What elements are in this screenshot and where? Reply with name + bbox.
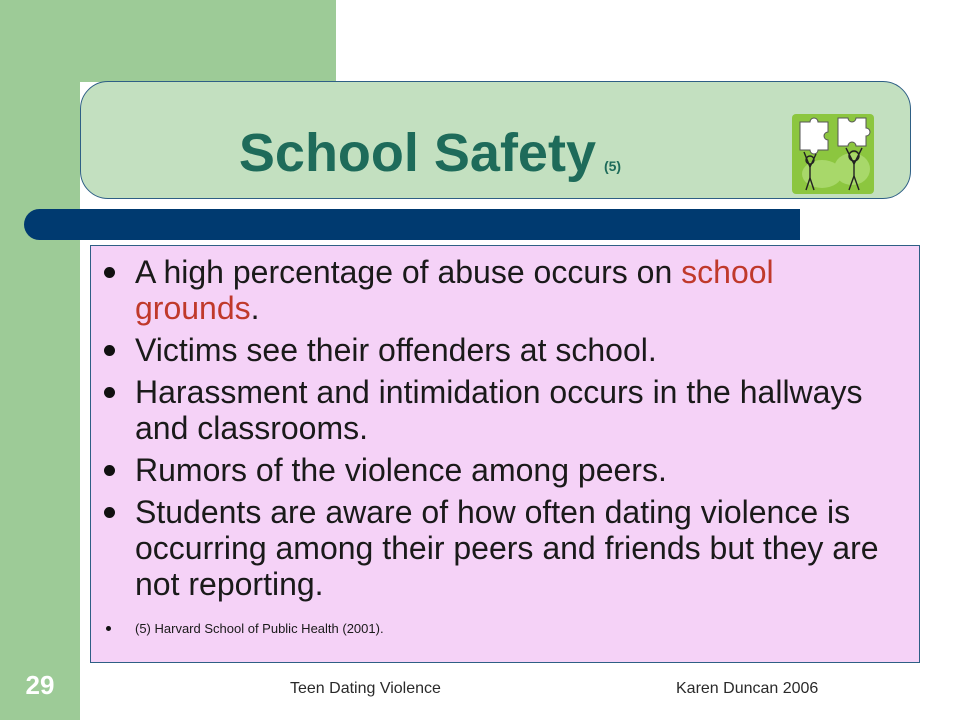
bullet-text: Victims see their offenders at school. (135, 332, 657, 368)
puzzle-people-icon (792, 114, 874, 194)
slide-title-text: School Safety (238, 123, 596, 183)
bullet-highlight: school grounds (135, 254, 774, 326)
bullet-dot-icon (104, 267, 115, 278)
bullet-text-end: . (250, 290, 260, 326)
bullet-dot-icon (104, 345, 115, 356)
bullet-item (91, 254, 919, 326)
citation-item (91, 620, 919, 638)
bullet-list (91, 254, 919, 644)
navy-divider-bar (24, 209, 800, 240)
top-green-band (80, 0, 336, 82)
slide-title (80, 118, 780, 201)
title-reference: (5) (603, 158, 622, 174)
footer-title: Teen Dating Violence (290, 680, 441, 697)
content-box (90, 245, 920, 663)
bullet-item (91, 452, 919, 488)
left-green-band (0, 0, 80, 720)
footer-author: Karen Duncan 2006 (676, 680, 819, 697)
citation-text: (5) Harvard School of Public Health (2001). (135, 621, 384, 636)
bullet-text: A high percentage of abuse occurs on (135, 254, 682, 290)
bullet-item (91, 494, 919, 602)
bullet-text: Students are aware of how often dating violence is occurring among their peers and friends but they are not reporting. (135, 494, 879, 602)
bullet-dot-icon (106, 626, 111, 631)
bullet-item (91, 332, 919, 368)
bullet-text: Rumors of the violence among peers. (135, 452, 667, 488)
bullet-text: Harassment and intimidation occurs in the hallways and classrooms. (135, 374, 863, 446)
bullet-dot-icon (104, 465, 115, 476)
slide-number: 29 (25, 670, 55, 700)
bullet-item (91, 374, 919, 446)
bullet-dot-icon (104, 387, 115, 398)
bullet-dot-icon (104, 507, 115, 518)
